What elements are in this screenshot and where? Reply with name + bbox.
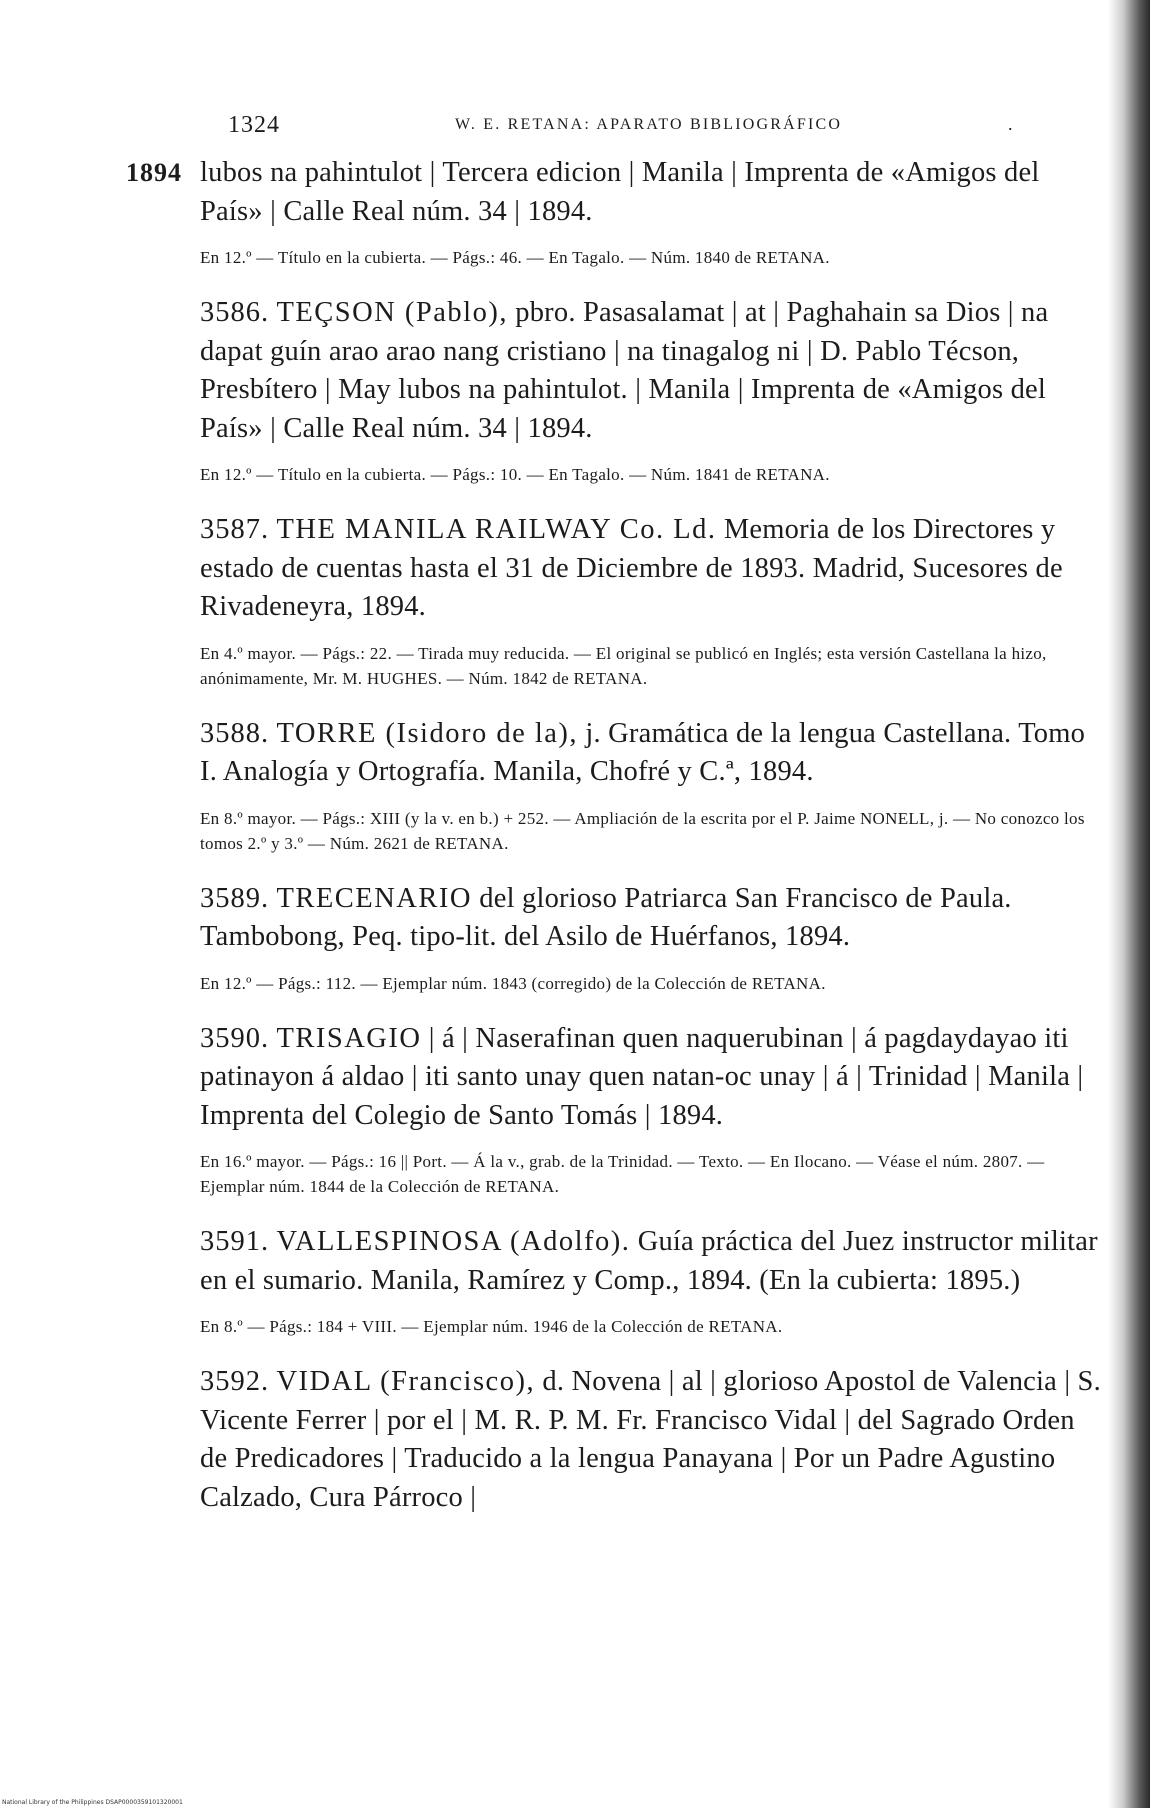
entry-author: TEÇSON (Pablo), bbox=[276, 297, 508, 328]
entry-heading bbox=[200, 294, 1105, 448]
entry-author: TRECENARIO bbox=[276, 882, 472, 914]
entry-note: En 8.º mayor. — Págs.: XIII (y la v. en b.) + 252. — Ampliación de la escrita por el P. Jaime NONELL, j. — No conozco los tomos 2.º y 3.º — Núm. 2621 de RETANA. bbox=[200, 808, 1085, 853]
header-mark: . bbox=[1008, 114, 1013, 134]
entry-3589 bbox=[200, 880, 1105, 996]
entry-3592 bbox=[200, 1363, 1105, 1517]
entry-number: 3587. bbox=[200, 514, 270, 545]
entry-note: En 8.º — Págs.: 184 + VIII. — Ejemplar núm. 1946 de la Colección de RETANA. bbox=[200, 1317, 783, 1336]
entry-title: j. Gramática de la lengua Castellana. Tomo I. Analogía y Ortografía. Manila, Chofré y C.ª, 1894. bbox=[200, 717, 1086, 787]
entry-number: 3592. bbox=[200, 1366, 270, 1397]
entry-title: d. Novena | al | glorioso Apostol de Valencia | S. Vicente Ferrer | por el | M. R. P. M. Fr. Francisco Vidal | del Sagrado Orden de Predicadores | Traducido a la lengua Panayana | Por un Padre Agustino Calzado, Cura Párroco | bbox=[200, 1366, 1101, 1513]
entry-heading bbox=[200, 880, 1105, 957]
entry-title: Memoria de los Directores y estado de cuentas hasta el 31 de Diciembre de 1893. Madrid, Sucesores de Rivadeneyra, 1894. bbox=[200, 514, 1063, 622]
page-number: 1324 bbox=[228, 112, 280, 138]
entry-3591 bbox=[200, 1223, 1105, 1339]
bibliography-entries bbox=[200, 150, 1105, 1541]
entry-author: THE MANILA RAILWAY Co. Ld. bbox=[276, 514, 717, 545]
entry-title: del glorioso Patriarca San Francisco de Paula. Tambobong, Peq. tipo-lit. del Asilo de Huérfanos, 1894. bbox=[200, 882, 1012, 952]
entry-note: En 12.º — Págs.: 112. — Ejemplar núm. 1843 (corregido) de la Colección de RETANA. bbox=[200, 973, 826, 993]
entry-title: lubos na pahintulot | Tercera edicion | Manila | Imprenta de «Amigos del País» | Calle Real núm. 34 | 1894. bbox=[200, 157, 1040, 227]
entry-title: Guía práctica del Juez instructor militar en el sumario. Manila, Ramírez y Comp., 1894. (En la cubierta: 1895.) bbox=[200, 1226, 1098, 1296]
entry-author: TORRE (Isidoro de la), bbox=[276, 717, 579, 749]
entry-3588 bbox=[200, 715, 1105, 856]
entry-3586 bbox=[200, 294, 1105, 487]
entry-author: VIDAL (Francisco), bbox=[276, 1366, 536, 1397]
entry-continuation bbox=[200, 154, 1105, 270]
entry-heading bbox=[200, 511, 1105, 627]
entry-number: 3590. bbox=[200, 1022, 270, 1054]
entry-note: En 12.º — Título en la cubierta. — Págs.: 46. — En Tagalo. — Núm. 1840 de RETANA. bbox=[200, 248, 830, 267]
running-head: W. E. RETANA: APARATO BIBLIOGRÁFICO bbox=[455, 116, 843, 133]
entry-number: 3588. bbox=[200, 717, 270, 749]
entry-note: En 4.º mayor. — Págs.: 22. — Tirada muy reducida. — El original se publicó en Inglés; esta versión Castellana la hizo, anónimamente, Mr. M. HUGHES. — Núm. 1842 de RETANA. bbox=[200, 643, 1047, 688]
scan-footer: National Library of the Philippines DSAP0000359101320001 bbox=[2, 1799, 183, 1806]
page-header bbox=[0, 112, 1150, 142]
entry-title: | á | Naserafinan quen naquerubinan | á pagdaydayao iti patinayon á aldao | iti santo unay quen natan-oc unay | á | Trinidad | Manila | Imprenta del Colegio de Santo Tomás | 1894. bbox=[200, 1022, 1084, 1131]
entry-heading bbox=[200, 715, 1105, 792]
entry-number: 3586. bbox=[200, 297, 270, 328]
entry-heading bbox=[200, 1363, 1105, 1517]
entry-number: 3591. bbox=[200, 1226, 270, 1257]
entry-heading bbox=[200, 1020, 1105, 1136]
entry-3590 bbox=[200, 1020, 1105, 1200]
entry-heading bbox=[200, 1223, 1105, 1300]
entry-title: pbro. Pasasalamat | at | Paghahain sa Dios | na dapat guín arao arao nang cristiano | na tinagalog ni | D. Pablo Técson, Presbítero | May lubos na pahintulot. | Manila | Imprenta de «Amigos del País» | Calle Real núm. 34 | 1894. bbox=[200, 297, 1049, 444]
entry-note: En 12.º — Título en la cubierta. — Págs.: 10. — En Tagalo. — Núm. 1841 de RETANA. bbox=[200, 465, 830, 484]
entry-note: En 16.º mayor. — Págs.: 16 || Port. — Á la v., grab. de la Trinidad. — Texto. — En Ilocano. — Véase el núm. 2807. — Ejemplar núm. 1844 de la Colección de RETANA. bbox=[200, 1152, 1045, 1196]
entry-3587 bbox=[200, 511, 1105, 691]
entry-number: 3589. bbox=[200, 882, 270, 914]
year-margin-label: 1894 bbox=[126, 158, 182, 187]
entry-author: VALLESPINOSA (Adolfo). bbox=[276, 1226, 631, 1257]
entry-author: TRISAGIO bbox=[276, 1022, 422, 1054]
page-edge-shadow bbox=[1108, 0, 1150, 1808]
